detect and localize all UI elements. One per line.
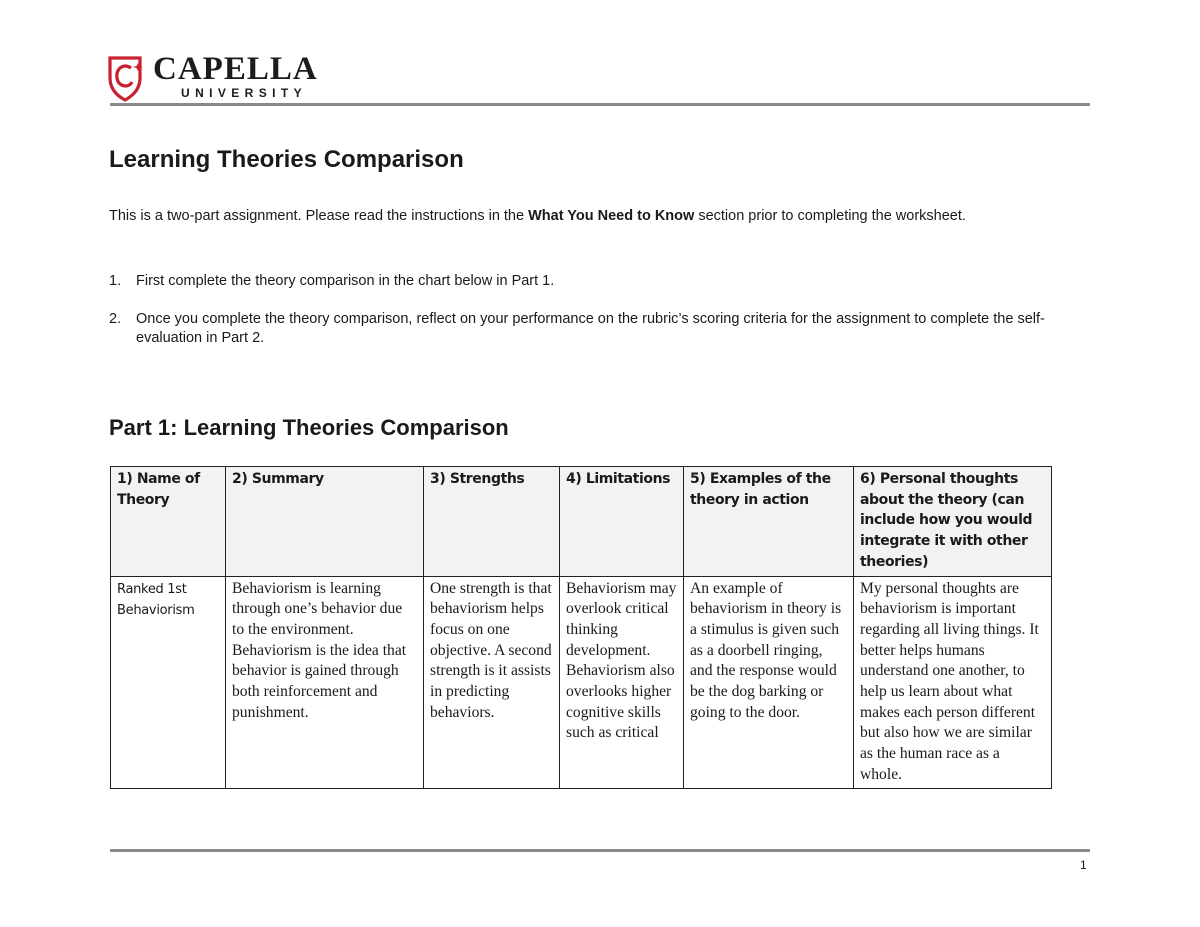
step-number: 2. [109,311,122,327]
cell-examples: An example of behaviorism in theory is a stimulus is given such as a doorbell ringing, and the response would be the dog barking or going to the door. [684,576,854,788]
cell-strengths: One strength is that behaviorism helps focus on one objective. A second strength is it assists in predicting behaviors. [424,576,560,788]
cell-personal-thoughts: My personal thoughts are behaviorism is important regarding all living things. It better helps humans understand one another, to help us learn about what makes each person different but also how we are similar as the human race as a whole. [854,576,1052,788]
theories-table [110,466,1052,789]
page-title: Learning Theories Comparison [109,146,464,173]
header-personal-thoughts: 6) Personal thoughts about the theory (can include how you would integrate it with other theories) [854,467,1052,577]
intro-text-after: section prior to completing the worksheet. [694,208,966,224]
step-item [109,310,1069,348]
theory-rank: Ranked 1st [117,581,187,597]
header-name-of-theory: 1) Name of Theory [111,467,226,577]
theory-name: Behaviorism [117,602,195,618]
step-number: 1. [109,273,122,289]
cell-limitations: Behaviorism may overlook critical thinking development. Behaviorism also overlooks higher cognitive skills such as critical [560,576,684,788]
capella-logo [107,52,337,104]
header-examples: 5) Examples of the theory in action [684,467,854,577]
instruction-steps [109,272,1069,367]
logo-subtitle: UNIVERSITY [181,86,308,100]
intro-paragraph [109,206,1069,226]
part1-heading: Part 1: Learning Theories Comparison [109,415,509,440]
header-strengths: 3) Strengths [424,467,560,577]
table-header-row [111,467,1052,577]
cell-summary: Behaviorism is learning through one’s behavior due to the environment. Behaviorism is the idea that behavior is gained through both reinforcement and punishment. [226,576,424,788]
intro-bold-link-text: What You Need to Know [528,208,695,224]
capella-shield-icon [107,52,147,102]
footer-divider [110,849,1090,852]
step-text: First complete the theory comparison in the chart below in Part 1. [136,273,555,289]
cell-theory-name [111,576,226,788]
header-summary: 2) Summary [226,467,424,577]
step-item [109,272,1069,291]
header-limitations: 4) Limitations [560,467,684,577]
table-row [111,576,1052,788]
header-divider [110,103,1090,106]
logo-wordmark: CAPELLA [153,51,318,87]
intro-text-before: This is a two-part assignment. Please read the instructions in the [109,208,529,224]
page-number: 1 [1080,858,1087,872]
step-text: Once you complete the theory comparison, reflect on your performance on the rubric’s scoring criteria for the assignment to complete the self-evaluation in Part 2. [136,311,1045,346]
